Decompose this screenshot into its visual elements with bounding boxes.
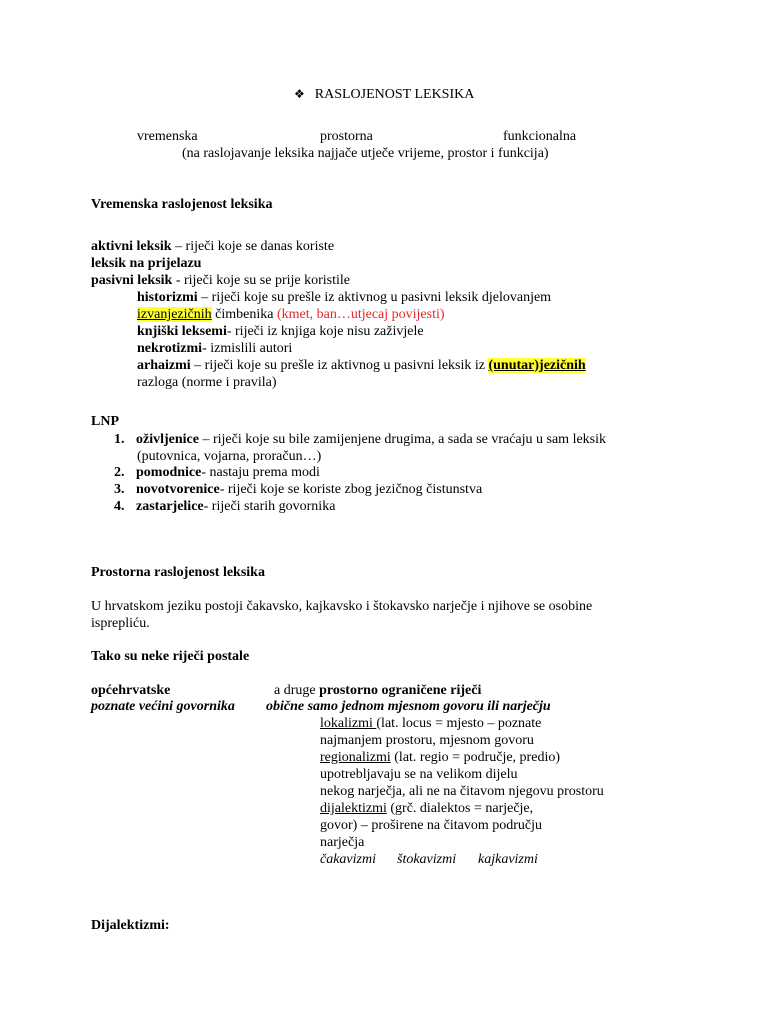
vremenska-heading: Vremenska raslojenost leksika	[91, 197, 273, 212]
regionalizmi-term: regionalizmi	[320, 750, 391, 765]
prostorna-paragraph-1: U hrvatskom jeziku postoji čakavsko, kajkavsko i štokavsko narječje i njihove se osobine	[91, 599, 593, 614]
regionalizmi-def: (lat. regio = područje, predio)	[390, 750, 560, 765]
aktivni-term: aktivni leksik	[91, 239, 172, 254]
kajkavizmi-text: kajkavizmi	[478, 852, 538, 867]
historizmi-examples: (kmet, ban…utjecaj povijesti)	[276, 307, 445, 322]
lokalizmi-line	[320, 715, 541, 732]
dijalektizmi-line	[320, 800, 533, 817]
title-text: RASLOJENOST LEKSIKA	[314, 87, 475, 102]
intro-note: (na raslojavanje leksika najjače utječe vrijeme, prostor i funkcija)	[182, 146, 549, 161]
arhaizmi-def: – riječi koje su prešle iz aktivnog u pasivni leksik iz	[190, 358, 489, 373]
aktivni-leksik-line	[91, 238, 334, 255]
list-def: – riječi koje su bile zamijenjene drugima, a sada se vraćaju u sam leksik	[198, 432, 607, 447]
arhaizmi-line	[137, 357, 586, 374]
regionalizmi-line	[320, 749, 560, 766]
historizmi-def: – riječi koje su prešle iz aktivnog u pasivni leksik djelovanjem	[197, 290, 552, 305]
list-def: - riječi starih govornika	[203, 499, 336, 514]
historizmi-line	[137, 289, 551, 306]
regionalizmi-line-2: upotrebljavaju se na velikom dijelu	[320, 767, 518, 782]
nekrotizmi-term: nekrotizmi	[137, 341, 203, 356]
historizmi-highlight: izvanjezičnih	[137, 307, 212, 322]
intro-funkcionalna: funkcionalna	[503, 129, 577, 144]
aktivni-def: – riječi koje se danas koriste	[171, 239, 335, 254]
prostorna-heading: Prostorna raslojenost leksika	[91, 565, 265, 580]
list-term: oživljenice	[136, 432, 199, 447]
knjiski-def: - riječi iz knjiga koje nisu zaživjele	[226, 324, 424, 339]
regionalizmi-line-3: nekog narječja, ali ne na čitavom njegovu prostoru	[320, 784, 604, 799]
intro-prostorna: prostorna	[320, 129, 373, 144]
lokalizmi-term: lokalizmi	[320, 716, 377, 731]
list-item	[114, 431, 606, 448]
list-term: novotvorenice	[136, 482, 220, 497]
list-number: 2.	[114, 465, 125, 480]
list-item-continuation: (putovnica, vojarna, proračun…)	[137, 449, 322, 464]
list-def: - nastaju prema modi	[201, 465, 320, 480]
prostorno-ogranicene-line	[274, 682, 481, 699]
dijalektizmi-def: (grč. dialektos = narječje,	[386, 801, 534, 816]
list-item	[114, 481, 482, 498]
list-def: - riječi koje se koriste zbog jezičnog čistunstva	[219, 482, 483, 497]
document-title	[294, 86, 474, 103]
opcehrvatske-label: općehrvatske	[91, 683, 171, 698]
arhaizmi-highlight: (unutar)jezičnih	[488, 358, 586, 373]
cakavizmi-text: čakavizmi	[320, 852, 376, 867]
nekrotizmi-line	[137, 340, 292, 357]
nekrotizmi-def: - izmislili autori	[202, 341, 293, 356]
lnp-heading: LNP	[91, 414, 119, 429]
list-number: 1.	[114, 432, 125, 447]
historizmi-line-2	[137, 306, 445, 323]
list-number: 4.	[114, 499, 125, 514]
obicne-text: obične samo jednom mjesnom govoru ili narječju	[266, 699, 551, 714]
historizmi-term: historizmi	[137, 290, 198, 305]
prostorna-subheading: Tako su neke riječi postale	[91, 649, 250, 664]
lokalizmi-line-2: najmanjem prostoru, mjesnom govoru	[320, 733, 534, 748]
intro-vremenska: vremenska	[137, 129, 198, 144]
dijalektizmi-heading: Dijalektizmi:	[91, 918, 170, 933]
dijalektizmi-line-3: narječja	[320, 835, 365, 850]
list-item	[114, 464, 320, 481]
lokalizmi-def: (lat. locus = mjesto – poznate	[376, 716, 542, 731]
ogranicene-term: prostorno ograničene riječi	[319, 683, 482, 698]
pasivni-leksik-line	[91, 272, 350, 289]
dijalektizmi-line-2: govor) – proširene na čitavom području	[320, 818, 542, 833]
list-term: zastarjelice	[136, 499, 204, 514]
a-druge-text: a druge	[274, 683, 320, 698]
historizmi-rest: čimbenika	[211, 307, 277, 322]
leksik-prijelaz: leksik na prijelazu	[91, 256, 202, 271]
poznate-vecini-text: poznate većini govornika	[91, 699, 235, 714]
dijalektizmi-term: dijalektizmi	[320, 801, 387, 816]
stokavizmi-text: štokavizmi	[397, 852, 457, 867]
knjiski-line	[137, 323, 424, 340]
list-term: pomodnice	[136, 465, 202, 480]
list-number: 3.	[114, 482, 125, 497]
diamond-bullet-icon: ❖	[294, 87, 305, 101]
pasivni-term: pasivni leksik	[91, 273, 173, 288]
arhaizmi-term: arhaizmi	[137, 358, 191, 373]
pasivni-def: - riječi koje su se prije koristile	[172, 273, 351, 288]
prostorna-paragraph-2: isprepliću.	[91, 616, 150, 631]
arhaizmi-line-2: razloga (norme i pravila)	[137, 375, 277, 390]
list-item	[114, 498, 335, 515]
knjiski-term: knjiški leksemi	[137, 324, 227, 339]
